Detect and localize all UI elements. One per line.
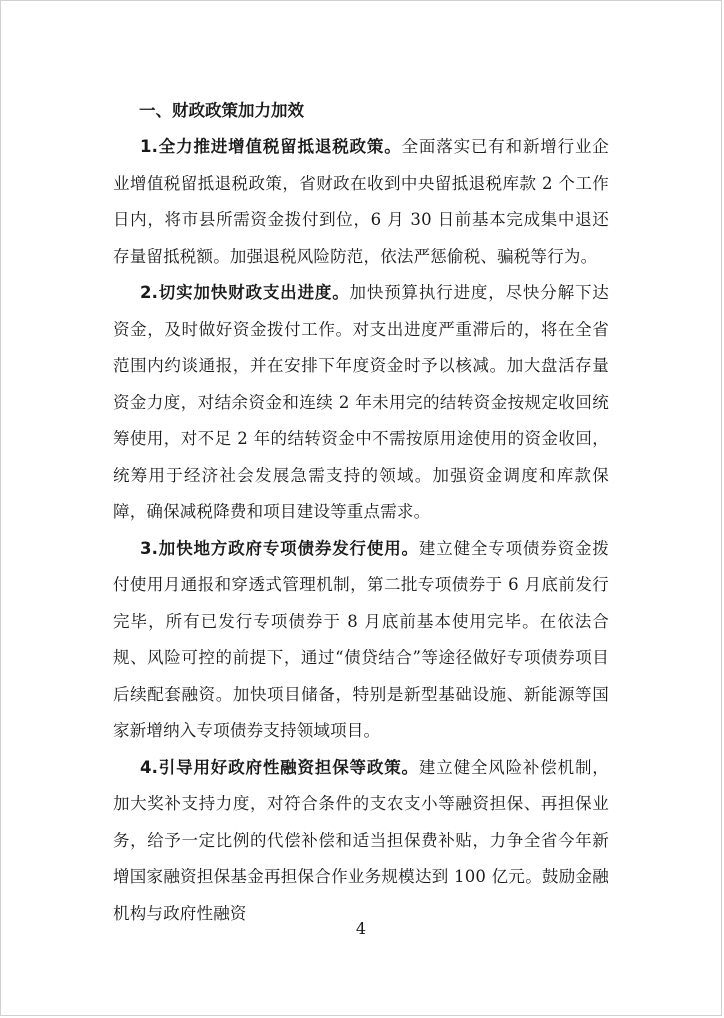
- paragraph-3-lead: 3.加快地方政府专项债券发行使用。: [140, 538, 419, 558]
- paragraph-2: [113, 275, 609, 531]
- paragraph-1: [113, 129, 609, 275]
- paragraph-2-body: 加快预算执行进度，尽快分解下达资金，及时做好资金拨付工作。对支出进度严重滞后的，将在全省范围内约谈通报，并在安排下年度资金时予以核减。加大盘活存量资金力度，对结余资金和连续 2 年未用完的结转资金按规定收回统筹使用，对不足 2 年的结转资金中不需按原用途使用的资金收回，统筹用于经济社会发展急需支持的领域。加强资金调度和库款保障，确保减税降费和项目建设等重点需求。: [113, 283, 609, 521]
- section-heading: 一、财政政策加力加效: [139, 101, 304, 120]
- page-number: 4: [355, 919, 367, 938]
- paragraph-4-lead: 4.引导用好政府性融资担保等政策。: [140, 757, 419, 777]
- paragraph-4-body: 建立健全风险补偿机制，加大奖补支持力度，对符合条件的支农支小等融资担保、再担保业务，给予一定比例的代偿补偿和适当担保费补贴，力争全省今年新增国家融资担保基金再担保合作业务规模达到 100 亿元。鼓励金融机构与政府性融资: [113, 757, 609, 923]
- paragraph-1-lead: 1.全力推进增值税留抵退税政策。: [140, 137, 402, 156]
- document-body: [113, 93, 609, 932]
- paragraph-1-body: 全面落实已有和新增行业企业增值税留抵退税政策，省财政在收到中央留抵退税库款 2 个工作日内，将市县所需资金拨付到位，6 月 30 日前基本完成集中退还存量留抵税额。加强退税风险防范，依法严惩偷税、骗税等行为。: [113, 137, 610, 266]
- paragraph-3: [113, 531, 609, 750]
- paragraph-2-lead: 2.切实加快财政支出进度。: [140, 283, 350, 302]
- paragraph-4: [113, 750, 609, 933]
- paragraph-3-body: 建立健全专项债券资金拨付使用月通报和穿透式管理机制，第二批专项债券于 6 月底前发行完毕，所有已发行专项债券于 8 月底前基本使用完毕。在依法合规、风险可控的前提下，通过“债贷结合”等途径做好专项债券项目后续配套融资。加快项目储备，特别是新型基础设施、新能源等国家新增纳入专项债券支持领域项目。: [113, 538, 609, 740]
